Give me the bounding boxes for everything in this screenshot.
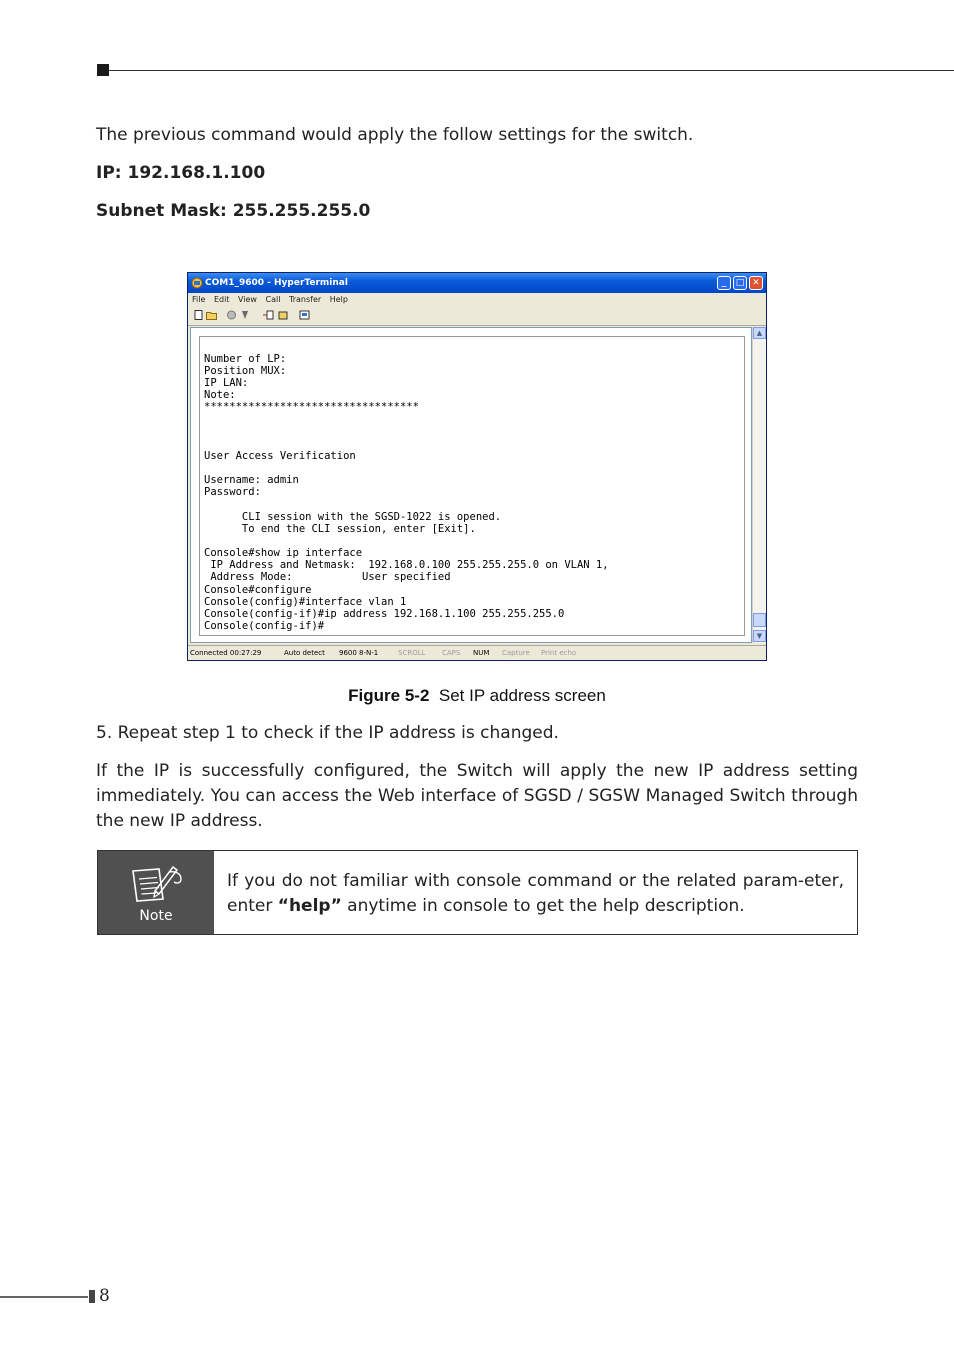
open-icon[interactable]	[206, 310, 217, 320]
hyperterminal-icon	[191, 277, 203, 289]
menu-file[interactable]: File	[192, 295, 206, 304]
intro-sentence: The previous command would apply the follow settings for the switch.	[96, 125, 694, 145]
status-bar	[188, 645, 766, 661]
note-sidebar	[98, 851, 214, 934]
note-keyword: “help”	[277, 896, 342, 916]
figure-caption	[0, 684, 954, 708]
status-connected: Connected 00:27:29	[190, 649, 262, 657]
maximize-button[interactable]: □	[733, 276, 747, 290]
status-print-echo: Print echo	[541, 649, 577, 657]
close-button[interactable]: ✕	[749, 276, 763, 290]
terminal-line: Console#configure	[204, 584, 312, 596]
terminal-line: User Access Verification	[204, 450, 356, 462]
note-text	[227, 869, 844, 919]
ip-line: IP: 192.168.1.100	[96, 163, 266, 183]
call-icon[interactable]	[240, 310, 251, 320]
page-number: 8	[99, 1286, 110, 1306]
note-text-before: If you do not familiar with console command or the related param-eter, enter	[227, 871, 844, 916]
note-pen-icon	[129, 863, 183, 905]
terminal-line: Username: admin	[204, 474, 299, 486]
status-detect: Auto detect	[284, 649, 325, 657]
terminal-line: Console(config)#interface vlan 1	[204, 596, 407, 608]
footer-rule	[0, 1296, 88, 1298]
figure-label: Figure 5-2	[348, 686, 430, 705]
menu-bar	[188, 293, 766, 307]
hyperterminal-window	[187, 272, 767, 661]
note-box	[97, 850, 858, 935]
disconnect-icon[interactable]	[226, 310, 237, 320]
status-caps: CAPS	[442, 649, 461, 657]
new-icon[interactable]	[193, 310, 204, 320]
step-5: 5. Repeat step 1 to check if the IP address is changed.	[96, 723, 559, 743]
toolbar	[188, 307, 766, 326]
terminal-line: Position MUX:	[204, 365, 287, 377]
terminal-line: Note:	[204, 389, 236, 401]
header-square	[97, 64, 109, 76]
scroll-up-button[interactable]: ▲	[753, 327, 766, 339]
terminal-line: IP Address and Netmask: 192.168.0.100 255.255.255.0 on VLAN 1,	[204, 559, 609, 571]
header-rule	[109, 70, 954, 71]
status-num: NUM	[473, 649, 490, 657]
status-settings: 9600 8-N-1	[339, 649, 379, 657]
note-label: Note	[139, 908, 173, 924]
window-title-bar	[188, 273, 766, 293]
terminal-line: Console#show ip interface	[204, 547, 363, 559]
scroll-thumb[interactable]	[753, 613, 766, 627]
terminal-line: To end the CLI session, enter [Exit].	[204, 523, 476, 535]
footer-mark	[89, 1290, 95, 1303]
menu-view[interactable]: View	[237, 295, 257, 304]
configured-paragraph: If the IP is successfully configured, the Switch will apply the new IP address setting immediately. You can access the Web interface of SGSD / SGSW Managed Switch through the new IP address.	[96, 761, 858, 831]
menu-edit[interactable]: Edit	[213, 295, 230, 304]
status-scroll: SCROLL	[398, 649, 426, 657]
vertical-scrollbar[interactable]	[752, 327, 766, 643]
minimize-button[interactable]: _	[717, 276, 731, 290]
receive-icon[interactable]	[278, 310, 289, 320]
terminal-line: Password:	[204, 486, 261, 498]
menu-transfer[interactable]: Transfer	[289, 295, 322, 304]
figure-title: Set IP address screen	[438, 686, 606, 705]
menu-help[interactable]: Help	[329, 295, 348, 304]
subnet-mask-line: Subnet Mask: 255.255.255.0	[96, 201, 371, 221]
window-title: COM1_9600 - HyperTerminal	[205, 278, 348, 288]
terminal-output	[199, 336, 745, 636]
properties-icon[interactable]	[299, 310, 310, 320]
terminal-line: CLI session with the SGSD-1022 is opened.	[204, 511, 502, 523]
terminal-line: Console(config-if)#	[204, 620, 325, 632]
note-text-after: anytime in console to get the help description.	[341, 896, 745, 916]
send-icon[interactable]	[263, 310, 274, 320]
menu-call[interactable]: Call	[265, 295, 281, 304]
terminal-line: **********************************	[204, 401, 419, 413]
terminal-screen[interactable]	[190, 327, 752, 643]
terminal-line: Console(config-if)#ip address 192.168.1.100 255.255.255.0	[204, 608, 565, 620]
terminal-line: Address Mode: User specified	[204, 571, 451, 583]
terminal-line: Number of LP:	[204, 353, 287, 365]
status-capture: Capture	[502, 649, 530, 657]
terminal-line: IP LAN:	[204, 377, 249, 389]
scroll-down-button[interactable]: ▼	[753, 630, 766, 642]
